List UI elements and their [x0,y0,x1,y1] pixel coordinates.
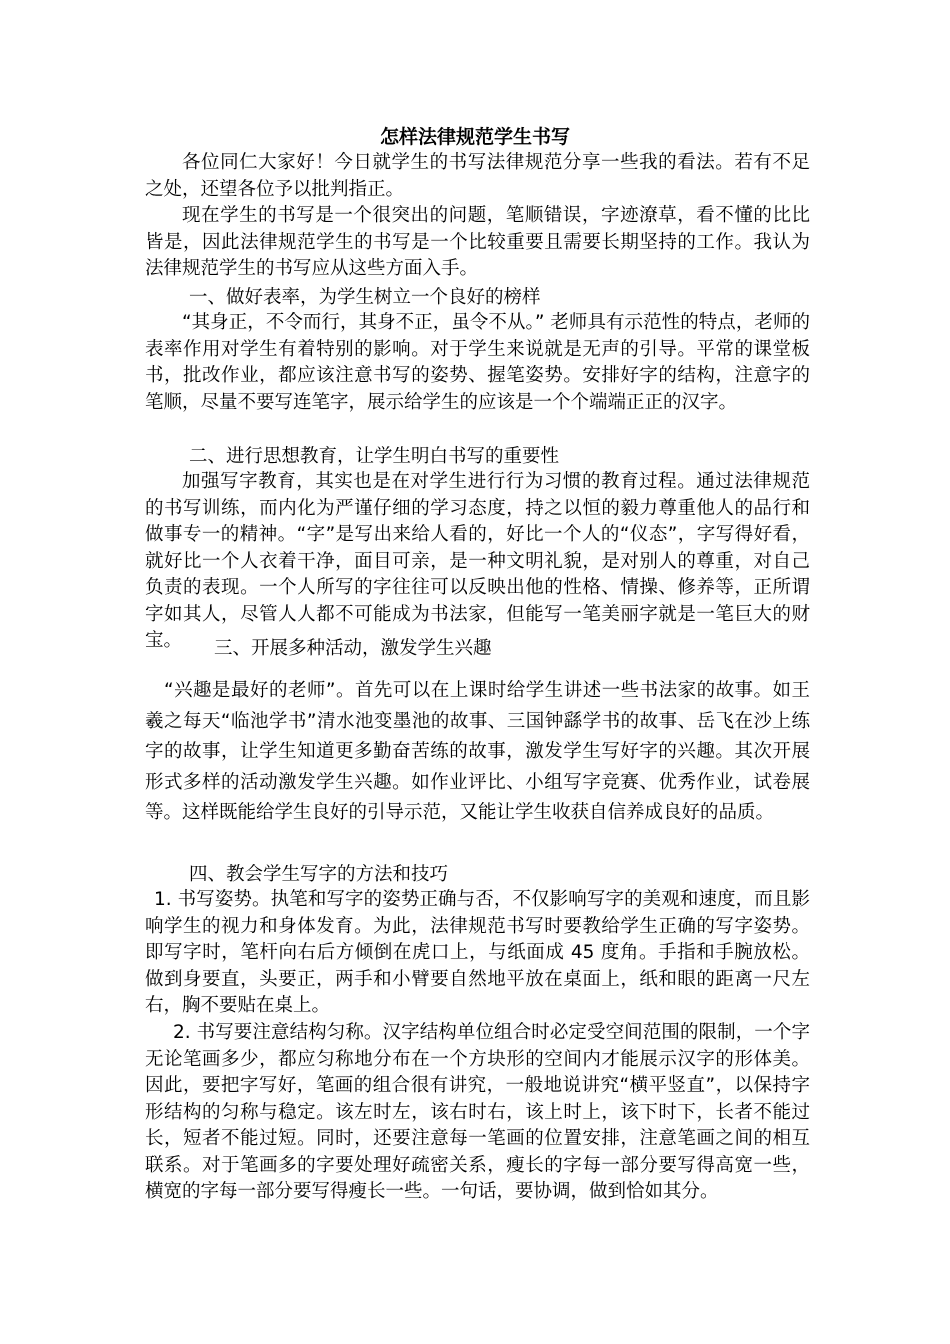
section-3-paragraph: “兴趣是最好的老师”。首先可以在上课时给学生讲述一些书法家的故事。如王羲之每天“临池学书”清水池变墨池的故事、三国钟繇学书的故事、岳飞在沙上练字的故事，让学生知道更多勤奋苦练的故事，激发学生写好字的兴趣。其次开展形式多样的活动激发学生兴趣。如作业评比、小组写字竞赛、优秀作业，试卷展等。这样既能给学生良好的引导示范，又能让学生收获自信养成良好的品质。 [145,680,810,823]
section-2-paragraph: 加强写字教育，其实也是在对学生进行行为习惯的教育过程。通过法律规范的书写训练，而内化为严谨仔细的学习态度，持之以恒的毅力尊重他人的品行和做事专一的精神。“字”是写出来给人看的，好比一个人的“仪态”，字写得好看，就好比一个人衣着干净，面目可亲，是一种文明礼貌，是对别人的尊重，对自己负责的表现。一个人所写的字往往可以反映出他的性格、情操、修养等，正所谓字如其人，尽管人人都不可能成为书法家，但能写一笔美丽字就是一笔巨大的财宝。 [145,471,810,651]
intro-paragraph-2: 现在学生的书写是一个很突出的问题，笔顺错误，字迹潦草，看不懂的比比皆是，因此法律规范学生的书写是一个比较重要且需要长期坚持的工作。我认为法律规范学生的书写应从这些方面入手。 [145,205,810,279]
section-4-heading: 四、教会学生写字的方法和技巧 [189,864,449,885]
section-4-paragraph-2: 2. 书写要注意结构匀称。汉字结构单位组合时必定受空间范围的限制，一个字无论笔画多少，都应匀称地分布在一个方块形的空间内才能展示汉字的形体美。因此，要把字写好，笔画的组合很有讲究，一般地说讲究“横平竖直”，以保持字形结构的匀称与稳定。该左时左，该右时右，该上时上，该下时下，长者不能过长，短者不能过短。同时，还要注意每一笔画的位置安排，注意笔画之间的相互联系。对于笔画多的字要处理好疏密关系，瘦长的字每一部分要写得高宽一些，横宽的字每一部分要写得瘦长一些。一句话，要协调，做到恰如其分。 [145,1022,810,1202]
document-title: 怎样法律规范学生书写 [379,126,570,148]
intro-paragraph-1: 各位同仁大家好！今日就学生的书写法律规范分享一些我的看法。若有不足之处，还望各位予以批判指正。 [145,152,810,200]
section-2-heading: 二、进行思想教育，让学生明白书写的重要性 [189,446,560,467]
section-4-paragraph-1: 1. 书写姿势。执笔和写字的姿势正确与否，不仅影响写字的美观和速度，而且影响学生的视力和身体发育。为此，法律规范书写时要教给学生正确的写字姿势。即写字时，笔杆向右后方倾倒在虎口上，与纸面成 45 度角。手指和手腕放松。 做到身要直，头要正，两手和小臂要自然地平放在桌面上，纸和眼的距离一尺左右，胸不要贴在桌上。 [145,889,810,1016]
section-3-heading: 三、开展多种活动，激发学生兴趣 [214,638,492,659]
section-1-paragraph: “其身正，不令而行，其身不正，虽令不从。” 老师具有示范性的特点，老师的表率作用对学生有着特别的影响。对于学生来说就是无声的引导。平常的课堂板书，批改作业，都应该注意书写的姿势、握笔姿势。安排好字的结构，注意字的笔顺，尽量不要写连笔字，展示给学生的应该是一个个端端正正的汉字。 [145,312,810,413]
section-1-heading: 一、做好表率，为学生树立一个良好的榜样 [189,287,541,308]
